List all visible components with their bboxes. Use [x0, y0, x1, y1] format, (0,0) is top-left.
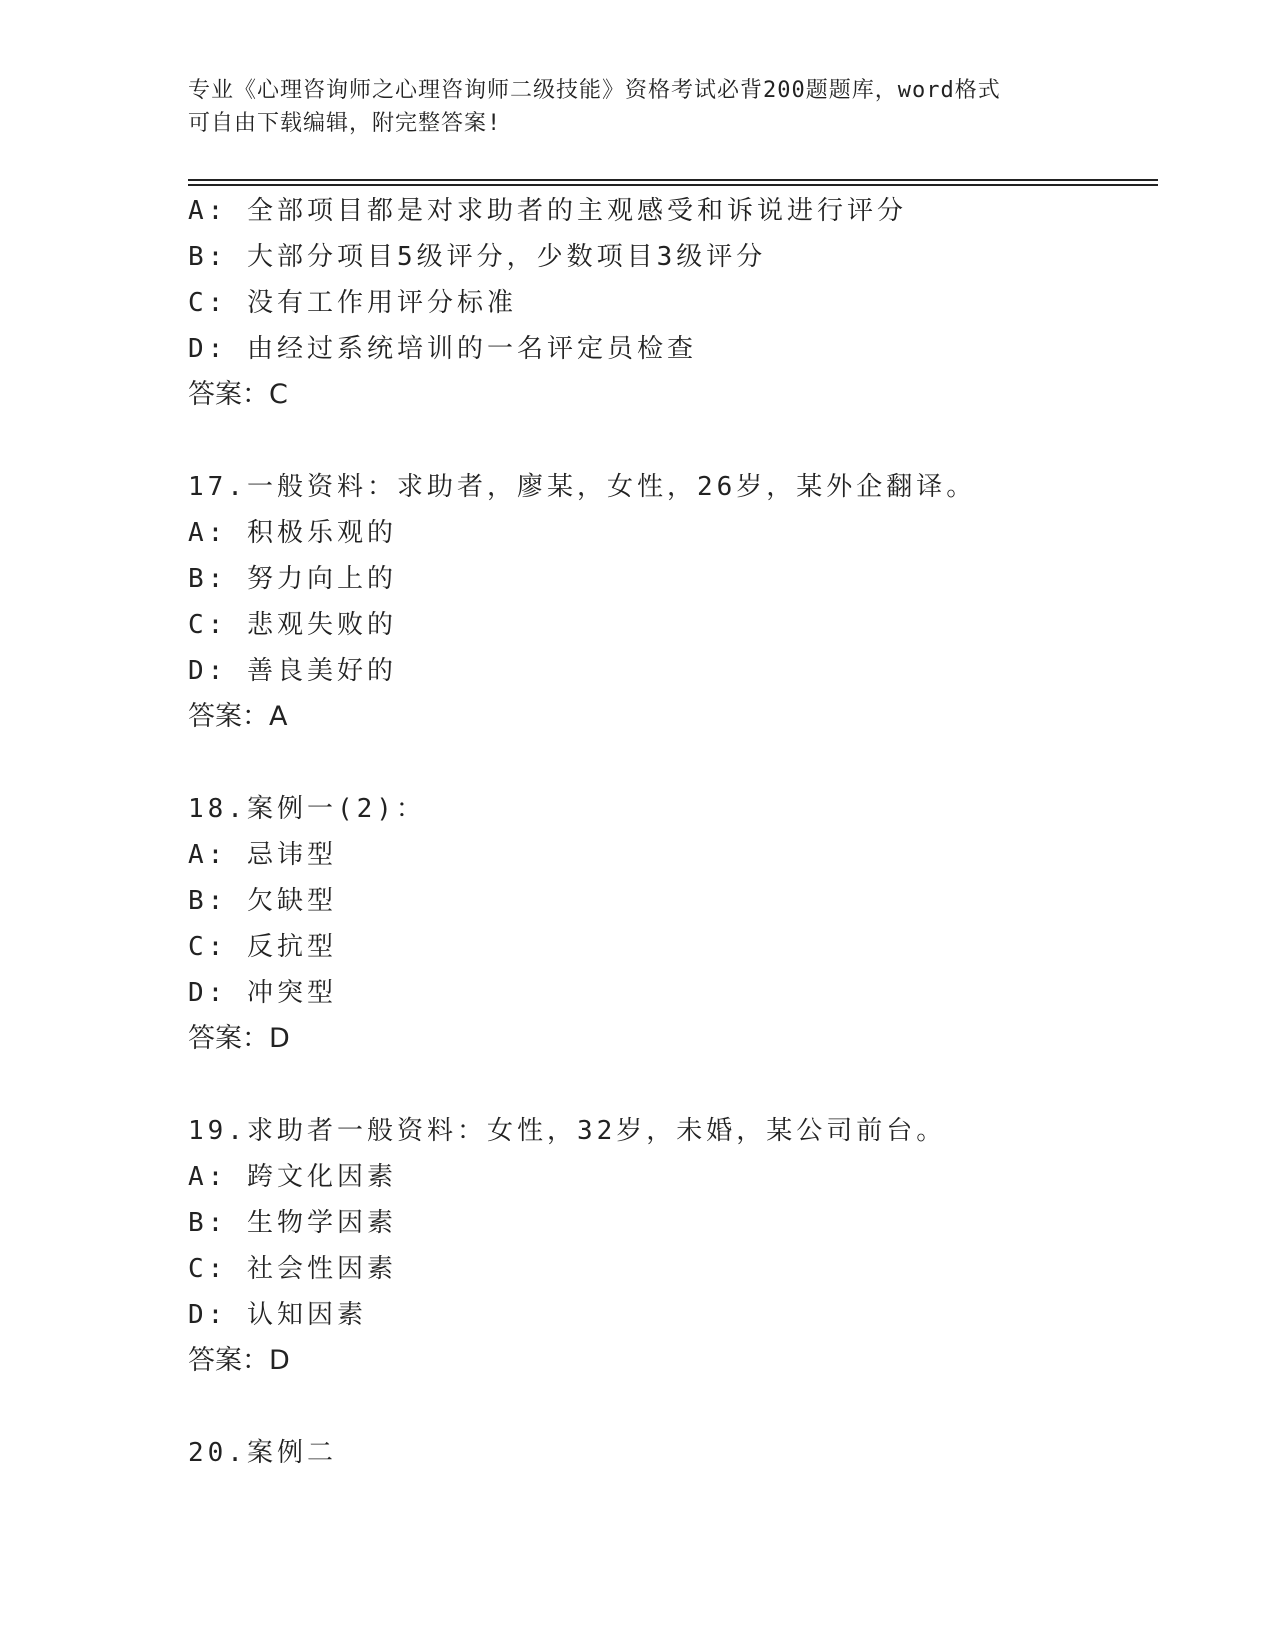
- answer-line: 答案：C: [188, 379, 288, 410]
- option-a: A: 跨文化因素: [188, 1162, 397, 1192]
- spacer: [188, 1062, 1148, 1108]
- question-block-17: [188, 464, 1148, 740]
- option-a: A: 积极乐观的: [188, 518, 397, 548]
- question-list: [188, 188, 1148, 1476]
- question-text: 18.案例一(2)：: [188, 794, 426, 824]
- option-b: B: 努力向上的: [188, 564, 397, 594]
- question-text: 19.求助者一般资料：女性，32岁，未婚，某公司前台。: [188, 1116, 947, 1146]
- header-subtitle-line: 可自由下载编辑，附完整答案!: [188, 111, 502, 136]
- option-d: D: 由经过系统培训的一名评定员检查: [188, 334, 697, 364]
- header-divider-top: [188, 179, 1158, 181]
- question-text: 20.案例二: [188, 1438, 337, 1468]
- answer-line: 答案：A: [188, 701, 288, 732]
- answer-line: 答案：D: [188, 1023, 290, 1054]
- spacer: [188, 418, 1148, 464]
- option-b: B: 欠缺型: [188, 886, 337, 916]
- document-header: [188, 74, 1088, 140]
- option-d: D: 冲突型: [188, 978, 337, 1008]
- question-text: 17.一般资料：求助者，廖某，女性，26岁，某外企翻译。: [188, 472, 977, 502]
- option-b: B: 生物学因素: [188, 1208, 397, 1238]
- header-divider-bottom: [188, 184, 1158, 186]
- option-a: A: 忌讳型: [188, 840, 337, 870]
- option-b: B: 大部分项目5级评分，少数项目3级评分: [188, 242, 767, 272]
- option-c: C: 反抗型: [188, 932, 337, 962]
- option-d: D: 认知因素: [188, 1300, 367, 1330]
- option-c: C: 没有工作用评分标准: [188, 288, 517, 318]
- option-c: C: 社会性因素: [188, 1254, 397, 1284]
- spacer: [188, 740, 1148, 786]
- option-a: A: 全部项目都是对求助者的主观感受和诉说进行评分: [188, 196, 907, 226]
- option-d: D: 善良美好的: [188, 656, 397, 686]
- question-block-19: [188, 1108, 1148, 1384]
- option-c: C: 悲观失败的: [188, 610, 397, 640]
- question-block-18: [188, 786, 1148, 1062]
- question-block-20: [188, 1430, 1148, 1476]
- header-title-line: 专业《心理咨询师之心理咨询师二级技能》资格考试必背200题题库，word格式: [188, 78, 1001, 103]
- question-block-16: [188, 188, 1148, 418]
- spacer: [188, 1384, 1148, 1430]
- answer-line: 答案：D: [188, 1345, 290, 1376]
